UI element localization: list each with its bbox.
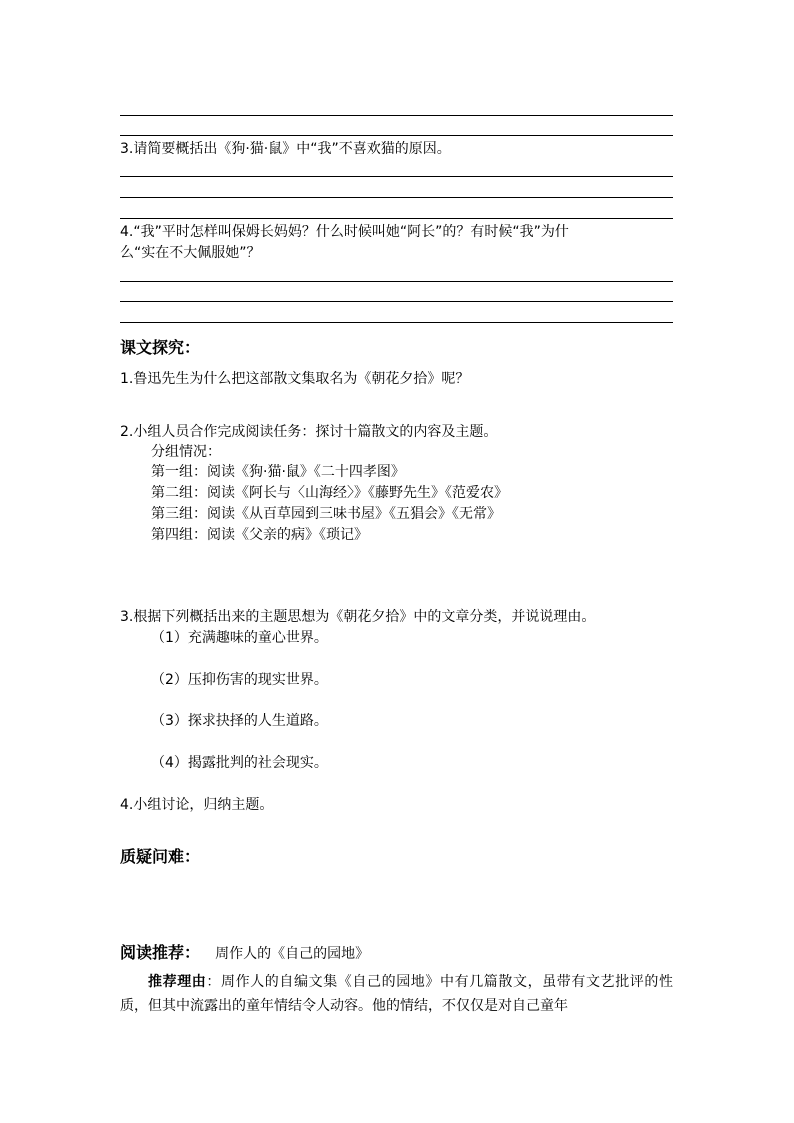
question-3: 3.请简要概括出《狗·猫·鼠》中“我”不喜欢猫的原因。 [120, 141, 451, 157]
theme-3: （3）探求抉择的人生道路。 [151, 713, 328, 729]
answer-line [120, 322, 673, 323]
explore-item-3: 3.根据下列概括出来的主题思想为《朝花夕拾》中的文章分类，并说说理由。 [120, 609, 596, 625]
group-4: 第四组：阅读《父亲的病》《琐记》 [151, 527, 368, 543]
section-heading-reading: 阅读推荐： [120, 943, 201, 962]
question-4-line-1: 4.“我”平时怎样叫保姆长妈妈？什么时候叫她“阿长”的？有时候“我”为什 [120, 224, 569, 240]
answer-line [120, 197, 673, 198]
recommendation-reason [120, 970, 673, 1018]
group-2: 第二组：阅读《阿长与〈山海经〉》《藤野先生》《范爱农》 [151, 485, 508, 501]
reading-recommendation-header [120, 942, 369, 965]
answer-line [120, 115, 673, 116]
answer-line [120, 301, 673, 302]
answer-line [120, 135, 673, 136]
recommended-book: 周作人的《自己的园地》 [215, 946, 370, 962]
reason-label: 推荐理由 [148, 974, 207, 990]
answer-line [120, 218, 673, 219]
theme-4: （4）揭露批判的社会现实。 [151, 755, 328, 771]
question-4-line-2: 么“实在不大佩服她”？ [120, 245, 261, 261]
reason-text: ：周作人的自编文集《自己的园地》中有几篇散文，虽带有文艺批评的性质，但其中流露出的童年情结令人动容。他的情结，不仅仅是对自己童年 [120, 974, 674, 1014]
explore-item-2: 2.小组人员合作完成阅读任务：探讨十篇散文的内容及主题。 [120, 424, 498, 440]
answer-line [120, 176, 673, 177]
group-3: 第三组：阅读《从百草园到三味书屋》《五猖会》《无常》 [151, 506, 501, 522]
theme-2: （2）压抑伤害的现实世界。 [151, 672, 328, 688]
theme-1: （1）充满趣味的童心世界。 [151, 630, 328, 646]
answer-line [120, 281, 673, 282]
section-heading-explore: 课文探究： [120, 338, 201, 357]
group-1: 第一组：阅读《狗·猫·鼠》《二十四孝图》 [151, 464, 405, 480]
explore-item-4: 4.小组讨论，归纳主题。 [120, 797, 274, 813]
explore-item-1: 1.鲁迅先生为什么把这部散文集取名为《朝花夕拾》呢？ [120, 371, 470, 387]
groups-label: 分组情况： [151, 444, 221, 460]
section-heading-questions: 质疑问难： [120, 847, 201, 866]
